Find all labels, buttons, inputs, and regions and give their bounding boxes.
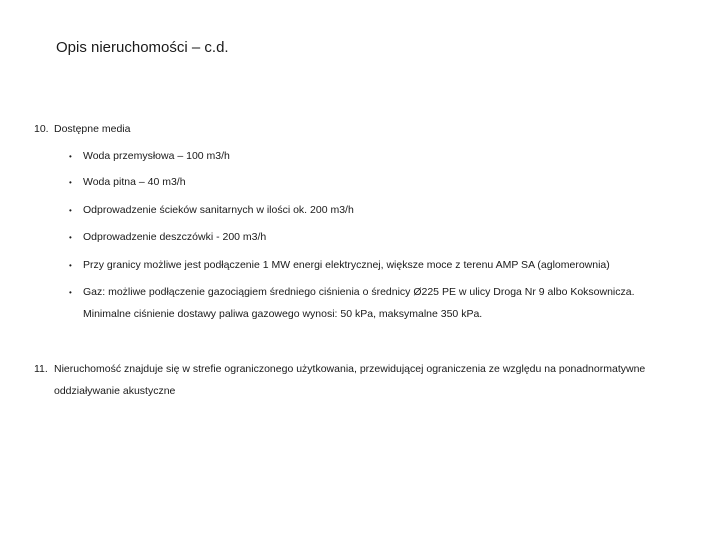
bullet-icon: •	[69, 233, 72, 242]
media-item-industrial-water: Woda przemysłowa – 100 m3/h	[83, 150, 230, 162]
bullet-icon: •	[69, 261, 72, 270]
media-item-gas: Gaz: możliwe podłączenie gazociągiem średniego ciśnienia o średnicy Ø225 PE w ulicy Droga Nr 9 albo Koksownicza.	[83, 286, 635, 298]
section-11-number: 11.	[34, 363, 48, 375]
bullet-icon: •	[69, 288, 72, 297]
section-10-heading: Dostępne media	[54, 123, 131, 135]
media-item-rainwater: Odprowadzenie deszczówki - 200 m3/h	[83, 231, 267, 243]
section-11-text-line2: oddziaływanie akustyczne	[54, 385, 176, 397]
media-item-electricity: Przy granicy możliwe jest podłączenie 1 MW energi elektrycznej, większe moce z terenu AMP SA (aglomerownia)	[83, 259, 610, 271]
section-10-number: 10.	[34, 123, 49, 135]
bullet-icon: •	[69, 178, 72, 187]
media-item-gas-continuation: Minimalne ciśnienie dostawy paliwa gazowego wynosi: 50 kPa, maksymalne 350 kPa.	[83, 308, 483, 320]
bullet-icon: •	[69, 152, 72, 161]
slide-title: Opis nieruchomości – c.d.	[56, 39, 229, 56]
media-item-drinking-water: Woda pitna – 40 m3/h	[83, 176, 186, 188]
bullet-icon: •	[69, 206, 72, 215]
media-item-sewage: Odprowadzenie ścieków sanitarnych w ilości ok. 200 m3/h	[83, 204, 354, 216]
section-11-text-line1: Nieruchomość znajduje się w strefie ograniczonego użytkowania, przewidującej ograniczenia ze względu na ponadnormatywne	[54, 363, 646, 375]
